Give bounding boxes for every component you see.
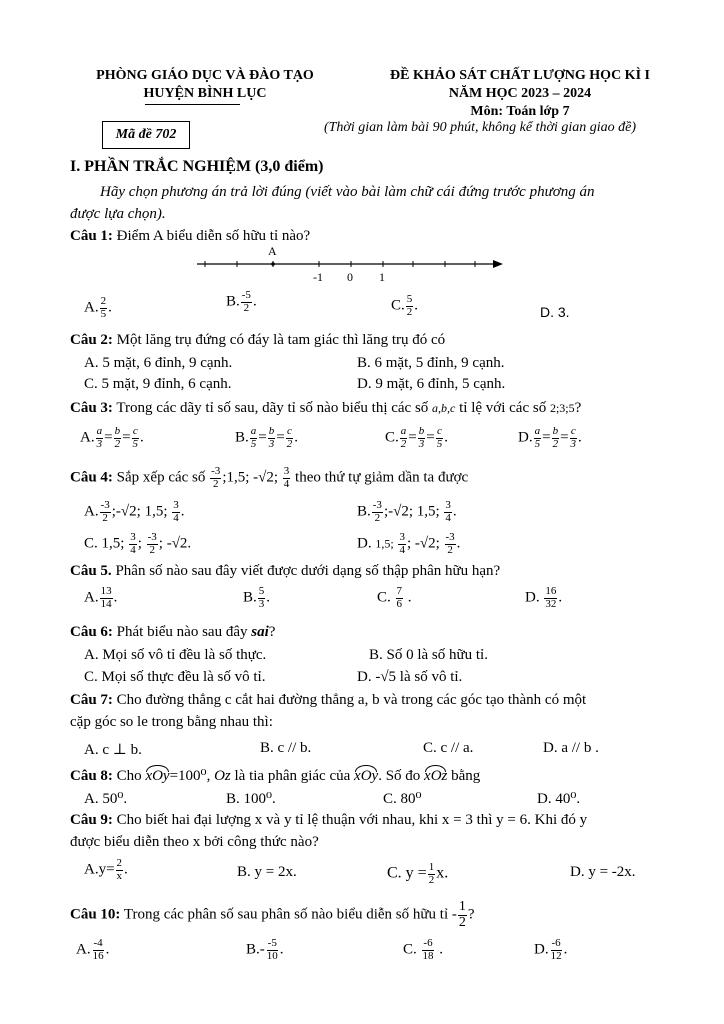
q4-option-b: B. $\frac{-3}{2}$ ;-√2; 1,5; $\frac{3}{4}$ . (357, 499, 457, 524)
instruction-line1: Hãy chọn phương án trả lời đúng (viết vào bài làm chữ cái đứng trước phương án (100, 184, 595, 200)
q8-option-b: B. 100⁰. (226, 791, 276, 807)
q2-option-c: C. 5 mặt, 9 đỉnh, 6 cạnh. (84, 376, 232, 392)
q3-stem: Câu 3: Trong các dãy tỉ số sau, dãy tỉ số nào biểu thị các số a,b,c tỉ lệ với các số 2;3;5? (70, 400, 582, 416)
q1-option-a: A. $\frac{2}{5}$ . (84, 295, 112, 320)
q7-option-b: B. c // b. (260, 740, 312, 756)
q8-option-d: D. 40⁰. (537, 791, 581, 807)
header-district: HUYỆN BÌNH LỤC (143, 86, 267, 101)
q1-option-b: B. $\frac{-5}{2}$ . (226, 289, 257, 314)
q7-stem: Câu 7: Cho đường thẳng c cắt hai đường thẳng a, b và trong các góc tạo thành có một (70, 692, 587, 708)
q9-option-a: A.y= $\frac{2}{x}$ . (84, 857, 128, 882)
tick-label-0: 0 (347, 270, 353, 284)
q4-stem: Câu 4: Sắp xếp các số $\frac{-3}{2}$ ;1,5; -√2; $\frac{3}{4}$ theo thứ tự giảm dần ta được (70, 465, 469, 490)
q4-option-a: A. $\frac{-3}{2}$ ;-√2; 1,5; $\frac{3}{4}$ . (84, 499, 185, 524)
q9-option-c: C. y = $\frac{1}{2}$ x. (387, 861, 449, 886)
q7-option-c: C. c // a. (423, 740, 474, 756)
tick-label-1: 1 (379, 270, 385, 284)
q6-option-c: C. Mọi số thực đều là số vô tỉ. (84, 669, 266, 685)
q1-option-d: D. 3. (540, 304, 570, 320)
q7-option-d: D. a // b . (543, 740, 599, 756)
exam-code-box: Mã đề 702 (102, 121, 190, 149)
q3-option-b: B. $\frac{a}{5}$ = $\frac{b}{3}$ = $\frac{c}{2}$ . (235, 425, 298, 450)
q9-stem-line2: được biểu diễn theo x bởi công thức nào? (70, 834, 319, 850)
q2-stem: Câu 2: Một lăng trụ đứng có đáy là tam giác thì lăng trụ đó có (70, 332, 446, 348)
q10-option-b: B.- $\frac{-5}{10}$ . (246, 937, 284, 962)
q6-option-b: B. Số 0 là số hữu tỉ. (369, 647, 488, 663)
section-title: I. PHẦN TRẮC NGHIỆM (3,0 điểm) (70, 158, 324, 175)
q5-option-b: B. $\frac{5}{3}$ . (243, 585, 271, 610)
instruction-line2: được lựa chọn). (70, 206, 166, 222)
q10-option-a: A. $\frac{-4}{16}$ . (76, 937, 110, 962)
q9-stem: Câu 9: Cho biết hai đại lượng x và y tỉ lệ thuận với nhau, khi x = 3 thì y = 6. Khi đó y (70, 812, 588, 828)
q3-option-c: C. $\frac{a}{2}$ = $\frac{b}{3}$ = $\frac{c}{5}$ . (385, 425, 448, 450)
q5-stem: Câu 5. Phân số nào sau đây viết được dưới dạng số thập phân hữu hạn? (70, 563, 501, 579)
q9-option-b: B. y = 2x. (237, 864, 297, 880)
q6-stem: Câu 6: Phát biểu nào sau đây sai? (70, 624, 276, 640)
point-a-label: A (268, 244, 277, 258)
q9-option-d: D. y = -2x. (570, 864, 636, 880)
q10-option-d: D. $\frac{-6}{12}$ . (534, 937, 568, 962)
time-note: (Thời gian làm bài 90 phút, không kể thời gian giao đề) (323, 120, 637, 135)
q3-option-d: D. $\frac{a}{5}$ = $\frac{b}{2}$ = $\frac{c}{3}$ . (518, 425, 582, 450)
q8-option-a: A. 50⁰. (84, 791, 128, 807)
q5-option-a: A. $\frac{13}{14}$ . (84, 585, 118, 610)
q6-option-a: A. Mọi số vô tỉ đều là số thực. (84, 647, 267, 663)
q4-option-d: D. 1,5; $\frac{3}{4}$ ; -√2; $\frac{-3}{2}$ . (357, 531, 461, 556)
q2-option-a: A. 5 mặt, 6 đỉnh, 9 cạnh. (84, 355, 233, 371)
q2-option-d: D. 9 mặt, 6 đỉnh, 5 cạnh. (357, 376, 506, 392)
q8-option-c: C. 80⁰ (383, 791, 422, 807)
tick-label-minus1: -1 (313, 270, 323, 284)
subject: Môn: Toán lớp 7 (470, 104, 570, 119)
q4-option-c: C. 1,5; $\frac{3}{4}$ ; $\frac{-3}{2}$ ; -√2. (84, 531, 192, 556)
header-dept: PHÒNG GIÁO DỤC VÀ ĐÀO TẠO (96, 68, 314, 83)
q1-stem: Câu 1: Điểm A biểu diễn số hữu tỉ nào? (70, 228, 311, 244)
q6-option-d: D. -√5 là số vô tỉ. (357, 669, 463, 685)
q1-option-c: C. $\frac{5}{2}$ . (391, 293, 419, 318)
school-year: NĂM HỌC 2023 – 2024 (448, 86, 592, 101)
exam-title: ĐỀ KHẢO SÁT CHẤT LƯỢNG HỌC KÌ I (390, 68, 650, 83)
q7-option-a: A. c ⊥ b. (84, 742, 142, 758)
q7-stem-line2: cặp góc so le trong bằng nhau thì: (70, 714, 273, 730)
q5-option-d: D. $\frac{16}{32}$ . (525, 585, 563, 610)
q10-option-c: C. $\frac{-6}{18}$ . (403, 937, 444, 962)
header-underline (145, 104, 240, 105)
q2-option-b: B. 6 mặt, 5 đỉnh, 9 cạnh. (357, 355, 505, 371)
q10-stem: Câu 10: Trong các phân số sau phân số nào biểu diễn số hữu tỉ - $\frac{1}{2}$ ? (70, 899, 475, 930)
q5-option-c: C. $\frac{7}{6}$ . (377, 585, 412, 610)
q3-option-a: A. $\frac{a}{3}$ = $\frac{b}{2}$ = $\frac{c}{5}$ . (80, 425, 144, 450)
q8-stem: Câu 8: Cho xOy=100⁰, Oz là tia phân giác của xOy. Số đo xOz bằng (70, 768, 481, 784)
